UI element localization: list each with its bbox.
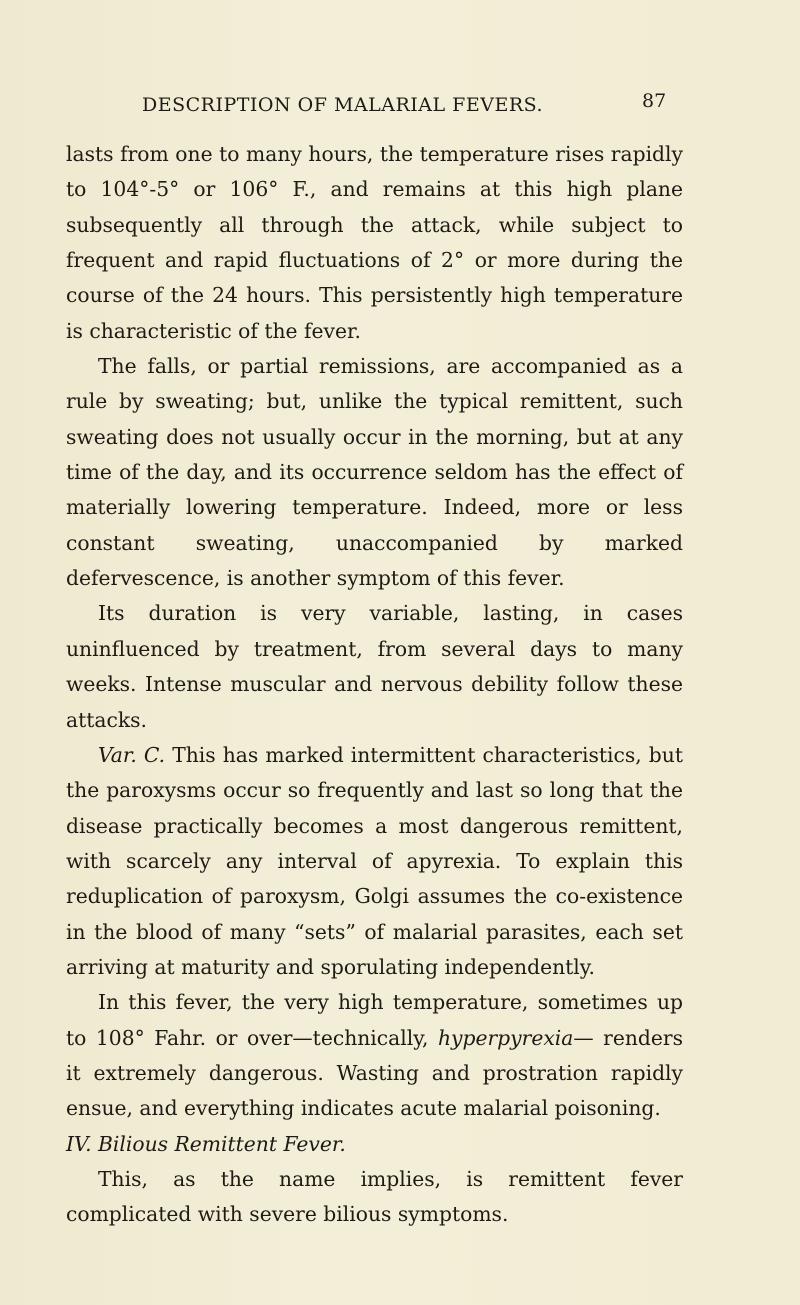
var-c-label: Var. C. xyxy=(98,742,166,767)
paragraph-remissions: The falls, or partial remissions, are accompanied as a rule by sweating; but, unlike the typical remittent, such sweating does not usually occur in the morning, but at any time of the day, and its occurrence seldom has the effect of materially lowering temperature. Indeed, more or less constant sweating, unaccompanied by marked defervescence, is another symptom of this fever. xyxy=(66,354,683,591)
paragraph-hyperpyrexia xyxy=(66,985,683,1126)
paragraph-duration: Its duration is very variable, lasting, in cases uninfluenced by treatment, from several days to many weeks. Intense muscular and nervous debility follow these attacks. xyxy=(66,601,683,732)
body-text xyxy=(66,137,683,1233)
paragraph-continuation: lasts from one to many hours, the temperature rises rapidly to 104°-5° or 106° F., and remains at this high plane subsequently all through the attack, while subject to frequent and rapid fluctuations of 2° or more during the course of the 24 hours. This persistently high temperature is characteristic of the fever. xyxy=(66,142,683,343)
page-number: 87 xyxy=(642,90,667,112)
hyperpyrexia-term: hyperpyrexia xyxy=(437,1025,574,1050)
var-c-text: This has marked intermittent characteristics, but the paroxysms occur so frequently and last so long that the disease practically becomes a most dangerous remittent, with scarcely any interval of apyrexia. To explain this reduplication of paroxysm, Golgi assumes the co-existence in the blood of many “sets” of malarial parasites, each set arriving at maturity and sporulating independently. xyxy=(66,742,683,979)
hyperpyrexia-text-b: — renders it extremely dangerous. Wasting and prostration rapidly ensue, and everything indicates acute malarial poisoning. xyxy=(66,1025,684,1121)
running-header: DESCRIPTION OF MALARIAL FEVERS. xyxy=(142,94,544,116)
paragraph-var-c xyxy=(66,738,683,985)
hyperpyrexia-text-a: In this fever, the very high temperature, sometimes up to 108° Fahr. or over—technically, xyxy=(66,990,683,1050)
paragraph-bilious: This, as the name implies, is remittent fever complicated with severe bilious symptoms. xyxy=(66,1166,683,1227)
section-heading: IV. Bilious Remittent Fever. xyxy=(66,1131,346,1156)
